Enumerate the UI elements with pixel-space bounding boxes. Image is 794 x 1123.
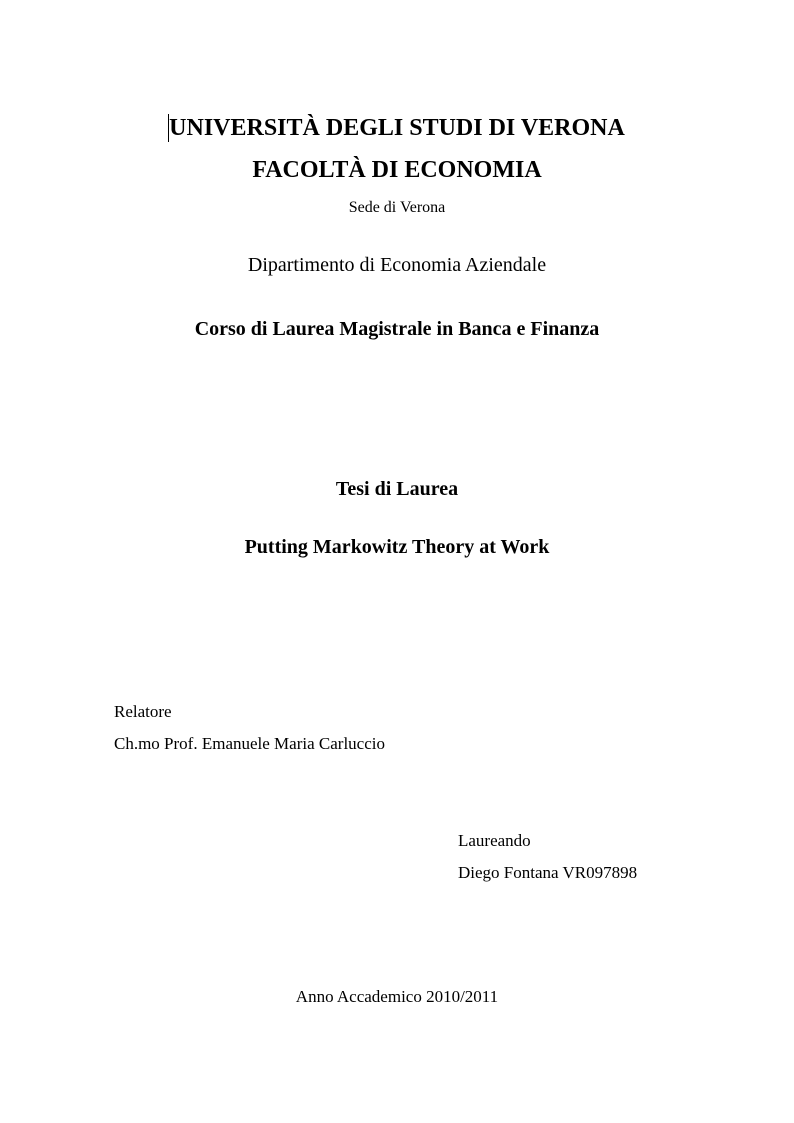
university-name: UNIVERSITÀ DEGLI STUDI DI VERONA [169,115,625,141]
seat-location: Sede di Verona [348,199,446,216]
thesis-type: Tesi di Laurea [335,478,459,500]
candidate-name: Diego Fontana VR097898 [458,863,638,882]
candidate-label: Laureando [458,831,531,850]
academic-year: Anno Accademico 2010/2011 [295,987,499,1006]
course-name: Corso di Laurea Magistrale in Banca e Finanza [194,318,600,340]
supervisor-label: Relatore [114,702,172,721]
department-name: Dipartimento di Economia Aziendale [247,254,547,276]
supervisor-name: Ch.mo Prof. Emanuele Maria Carluccio [114,734,385,753]
faculty-name: FACOLTÀ DI ECONOMIA [252,157,542,183]
thesis-title: Putting Markowitz Theory at Work [244,536,550,558]
